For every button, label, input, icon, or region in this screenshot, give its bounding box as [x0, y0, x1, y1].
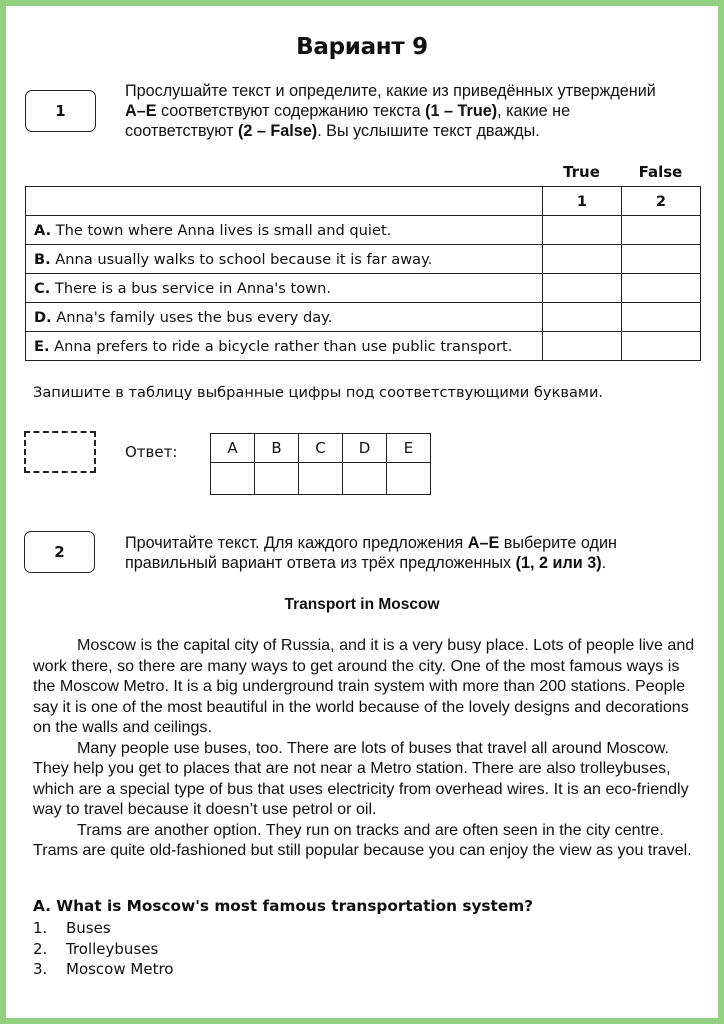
- answer-letter: E: [387, 434, 431, 463]
- table-row: [26, 332, 701, 361]
- statement-cell: E. Anna prefers to ride a bicycle rather than use public transport.: [26, 332, 543, 361]
- table-row: [26, 245, 701, 274]
- statement-cell: C. There is a bus service in Anna's town.: [26, 274, 543, 303]
- question-a: A. What is Moscow's most famous transportation system?: [33, 897, 534, 915]
- answer-input-cell[interactable]: [387, 463, 431, 495]
- task1-instruction: [125, 81, 656, 141]
- false-answer-cell[interactable]: [622, 216, 701, 245]
- statements-table: [25, 186, 701, 361]
- passage-paragraph: Many people use buses, too. There are lots of buses that travel all around Moscow. They help you get to places that are not near a Metro station. There are also trolleybuses, which are a special type of bus that uses electricity from overhead wires. It is an eco-friendly way to travel because it doesn’t use petrol or oil.: [33, 738, 689, 818]
- option-item[interactable]: 3. Moscow Metro: [33, 960, 174, 978]
- answer-instruction: Запишите в таблицу выбранные цифры под соответствующими буквами.: [33, 384, 604, 401]
- reading-text-title: Transport in Moscow: [284, 596, 440, 613]
- true-column-label: True: [563, 163, 600, 181]
- instruction-line: Прослушайте текст и определите, какие из приведённых утверждений: [125, 82, 656, 100]
- table-row: [26, 303, 701, 332]
- table-header-row: [26, 187, 701, 216]
- true-answer-cell[interactable]: [543, 245, 622, 274]
- answer-letter: C: [299, 434, 343, 463]
- header-false-cell: 2: [622, 187, 701, 216]
- answer-input-cell[interactable]: [343, 463, 387, 495]
- header-true-cell: 1: [543, 187, 622, 216]
- header-empty-cell: [26, 187, 543, 216]
- table-row: [26, 274, 701, 303]
- reading-passage: [33, 635, 698, 861]
- instruction-line: А–Е соответствуют содержанию текста (1 – True), какие не: [125, 102, 571, 120]
- passage-paragraph: Moscow is the capital city of Russia, and it is a very busy place. Lots of people live and work there, so there are many ways to get around the city. One of the most famous ways is the Moscow Metro. It is a big underground train system with more than 200 stations. People say it is one of the most beautiful in the world because of the lovely designs and decorations on the walls and ceilings.: [33, 636, 695, 736]
- statement-cell: A. The town where Anna lives is small and quiet.: [26, 216, 543, 245]
- answer-letter: D: [343, 434, 387, 463]
- passage-paragraph: Trams are another option. They run on tracks and are often seen in the city centre. Trams are quite old-fashioned but still popular because you can enjoy the view as you travel.: [33, 820, 692, 859]
- answer-letters-row: [211, 434, 431, 463]
- answer-input-cell[interactable]: [299, 463, 343, 495]
- task-number-box: [24, 531, 95, 573]
- instruction-line: соответствуют (2 – False). Вы услышите текст дважды.: [125, 122, 540, 140]
- option-item[interactable]: 1. Buses: [33, 919, 111, 937]
- task2-instruction: [125, 533, 617, 573]
- true-answer-cell[interactable]: [543, 303, 622, 332]
- statement-cell: B. Anna usually walks to school because it is far away.: [26, 245, 543, 274]
- instruction-line: Прочитайте текст. Для каждого предложения А–Е выберите один: [125, 534, 617, 552]
- false-answer-cell[interactable]: [622, 332, 701, 361]
- true-answer-cell[interactable]: [543, 216, 622, 245]
- answer-grid: [210, 433, 431, 495]
- false-column-label: False: [638, 163, 683, 181]
- true-answer-cell[interactable]: [543, 332, 622, 361]
- answer-input-row: [211, 463, 431, 495]
- score-box: [24, 431, 96, 473]
- true-answer-cell[interactable]: [543, 274, 622, 303]
- task-number: 1: [55, 102, 66, 120]
- answer-input-cell[interactable]: [211, 463, 255, 495]
- answer-label: Ответ:: [125, 443, 178, 461]
- false-answer-cell[interactable]: [622, 303, 701, 332]
- false-answer-cell[interactable]: [622, 274, 701, 303]
- table-row: [26, 216, 701, 245]
- task-number: 2: [54, 543, 65, 561]
- answer-input-cell[interactable]: [255, 463, 299, 495]
- statement-cell: D. Anna's family uses the bus every day.: [26, 303, 543, 332]
- false-answer-cell[interactable]: [622, 245, 701, 274]
- question-options: [33, 918, 173, 980]
- option-item[interactable]: 2. Trolleybuses: [33, 939, 159, 958]
- answer-letter: A: [211, 434, 255, 463]
- task-number-box: [25, 90, 96, 132]
- page-title: Вариант 9: [296, 34, 428, 60]
- instruction-line: правильный вариант ответа из трёх предложенных (1, 2 или 3).: [125, 554, 607, 572]
- answer-letter: B: [255, 434, 299, 463]
